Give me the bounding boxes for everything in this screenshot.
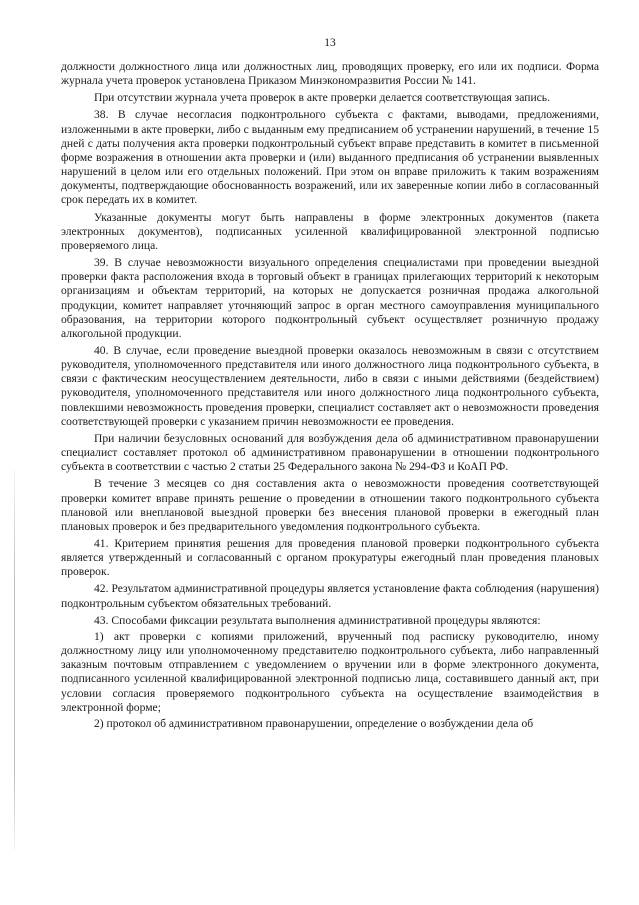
list-item-2: 2) протокол об административном правонарушении, определение о возбуждении дела об	[94, 716, 534, 730]
paragraph-40: 40. В случае, если проведение выездной проверки оказалось невозможным в связи с отсутствием руководителя, уполномоченного представителя или иного должностного лица подконтрольного субъекта, в связи с фактическим неосуществлением деятельности, либо в связи с иными действиями (бездействием) руководителя, уполномоченного представителя или иного должностного лица подконтрольного субъекта, повлекшими невозможность проведения проверки, специалист составляет акт о невозможности проведения соответствующей проверки с указанием причин невозможности ее проведения.	[61, 343, 599, 428]
scan-edge-shadow	[14, 470, 15, 850]
paragraph-administrative-protocol: При наличии безусловных оснований для возбуждения дела об административном правонарушении специалист составляет протокол об административном правонарушении в отношении подконтрольного субъекта в соответствии с частью 2 статьи 25 Федерального закона № 294-ФЗ и КоАП РФ.	[61, 431, 599, 474]
document-body	[61, 60, 599, 731]
paragraph-39: 39. В случае невозможности визуального определения специалистами при проведении выездной проверки факта расположения входа в торговый объект в границах прилегающих территорий к некоторым организациям и объектам территорий, на которых не допускается розничная продажа алкогольной продукции, комитет направляет уточняющий запрос в орган местного самоуправления муниципального образования, на территории которого подконтрольный субъект осуществляет розничную продажу алкогольной продукции.	[61, 256, 599, 340]
paragraph-42: 42. Результатом административной процедуры является установление факта соблюдения (нарушения) подконтрольным субъектом обязательных требований.	[61, 582, 599, 610]
paragraph-electronic-documents: Указанные документы могут быть направлены в форме электронных документов (пакета электронных документов), подписанных усиленной квалифицированной электронной подписью проверяемого лица.	[61, 210, 599, 252]
paragraph-38: 38. В случае несогласия подконтрольного субъекта с фактами, выводами, предложениями, изложенными в акте проверки, либо с выданным ему предписанием об устранении нарушений, в течение 15 дней с даты получения акта проверки подконтрольный субъект вправе представить в комитет в письменной форме возражения в отношении акта проверки и (или) выданного предписания об устранении выявленных нарушений в целом или его отдельных положений. При этом он вправе приложить к таким возражениям документы, подтверждающие обоснованность возражений, или их заверенные копии либо в согласованный срок передать их в комитет.	[61, 108, 599, 207]
list-item-1: 1) акт проверки с копиями приложений, врученный под расписку руководителю, иному должностному лицу или уполномоченному представителю подконтрольного субъекта, либо направленный заказным почтовым отправлением с уведомлением о вручении или в форме электронного документа, подписанного усиленной квалифицированной электронной подписью лица, составившего данный акт, при условии согласия проверяемого подконтрольного субъекта на осуществление взаимодействия в электронной форме;	[61, 629, 599, 714]
page-number: 13	[324, 37, 336, 49]
paragraph-43: 43. Способами фиксации результата выполнения административной процедуры являются:	[94, 613, 541, 627]
paragraph-41: 41. Критерием принятия решения для проведения плановой проверки подконтрольного субъекта является утвержденный и согласованный с органом прокуратуры ежегодный план проведения плановых проверок.	[61, 537, 599, 579]
paragraph-continuation: должности должностного лица или должностных лиц, проводящих проверку, его или их подписи. Форма журнала учета проверок установлена Приказом Минэкономразвития России № 141.	[61, 60, 599, 88]
paragraph-three-months: В течение 3 месяцев со дня составления акта о невозможности проведения соответствующей проверки комитет вправе принять решение о проведении в отношении такого подконтрольного субъекта плановой или внеплановой выездной проверки без внесения плановой проверки в ежегодный план плановых проверок и без предварительного уведомления подконтрольного субъекта.	[61, 477, 599, 533]
paragraph-no-journal: При отсутствии журнала учета проверок в акте проверки делается соответствующая запись.	[94, 91, 550, 105]
